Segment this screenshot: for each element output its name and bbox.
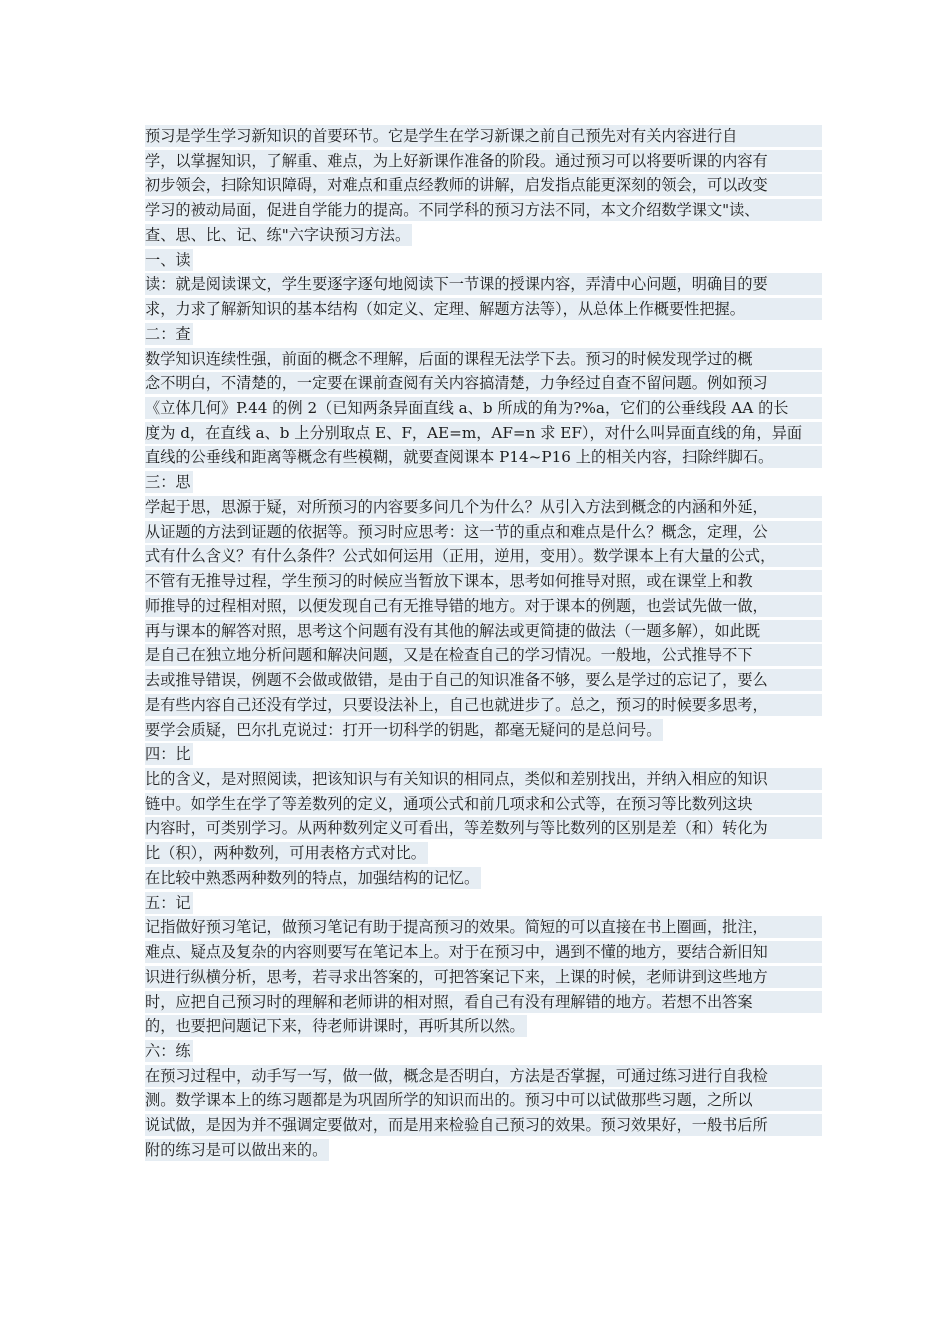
- text-line-content: 识进行纵横分析，思考，若寻求出答案的，可把答案记下来，上课的时候，老师讲到这些地方: [145, 966, 822, 988]
- text-line-content: 在比较中熟悉两种数列的特点，加强结构的记忆。: [145, 868, 480, 887]
- text-line: [145, 323, 193, 345]
- text-line-content: 二：查: [145, 324, 191, 343]
- text-line-content: 说试做，是因为并不强调定要做对，而是用来检验自己预习的效果。预习效果好，一般书后所: [145, 1114, 822, 1136]
- text-line-content: 比的含义，是对照阅读，把该知识与有关知识的相同点，类似和差别找出，并纳入相应的知识: [145, 768, 822, 790]
- text-line-content: 是自己在独立地分析问题和解决问题，又是在检查自己的学习情况。一般地，公式推导不下: [145, 644, 822, 666]
- text-line: [145, 496, 822, 518]
- text-line-content: 师推导的过程相对照，以便发现自己有无推导错的地方。对于课本的例题，也尝试先做一做，: [145, 595, 822, 617]
- text-line: [145, 620, 822, 642]
- text-line: [145, 1089, 822, 1111]
- text-line: [145, 644, 822, 666]
- text-line-content: 在预习过程中，动手写一写，做一做，概念是否明白，方法是否掌握，可通过练习进行自我检: [145, 1065, 822, 1087]
- text-line-content: 一、读: [145, 250, 191, 269]
- text-line: [145, 793, 822, 815]
- text-line-content: 式有什么含义？有什么条件？公式如何运用（正用，逆用，变用）。数学课本上有大量的公式，: [145, 545, 822, 567]
- text-line: [145, 719, 663, 741]
- text-line-content: 数学知识连续性强，前面的概念不理解，后面的课程无法学下去。预习的时候发现学过的概: [145, 348, 822, 370]
- text-line-content: 是有些内容自己还没有学过，只要设法补上，自己也就进步了。总之，预习的时候要多思考，: [145, 694, 822, 716]
- text-line-content: 三：思: [145, 473, 191, 492]
- text-line-content: 时，应把自己预习时的理解和老师讲的相对照，看自己有没有理解错的地方。若想不出答案: [145, 991, 822, 1013]
- text-line-content: 记指做好预习笔记，做预习笔记有助于提高预习的效果。简短的可以直接在书上圈画，批注，: [145, 916, 822, 938]
- text-line-content: 学习的被动局面，促进自学能力的提高。不同学科的预习方法不同，本文介绍数学课文"读、: [145, 199, 822, 221]
- text-line: [145, 1015, 527, 1037]
- text-line: [145, 1065, 822, 1087]
- text-line-content: 求，力求了解新知识的基本结构（如定义、定理、解题方法等），从总体上作概要性把握。: [145, 298, 822, 320]
- text-line: [145, 545, 822, 567]
- text-line: [145, 768, 822, 790]
- text-line-content: 内容时，可类别学习。从两种数列定义可看出，等差数列与等比数列的区别是差（和）转化为: [145, 817, 822, 839]
- text-line: [145, 273, 822, 295]
- text-line: [145, 249, 193, 271]
- text-line: [145, 471, 193, 493]
- text-line: [145, 199, 822, 221]
- text-line-content: 链中。如学生在学了等差数列的定义，通项公式和前几项求和公式等，在预习等比数列这块: [145, 793, 822, 815]
- text-line: [145, 743, 193, 765]
- text-line-content: 难点、疑点及复杂的内容则要写在笔记本上。对于在预习中，遇到不懂的地方，要结合新旧知: [145, 941, 822, 963]
- text-line: [145, 867, 481, 889]
- text-line-content: 预习是学生学习新知识的首要环节。它是学生在学习新课之前自己预先对有关内容进行自: [145, 125, 822, 147]
- text-line: [145, 842, 428, 864]
- text-line-content: 去或推导错误，例题不会做或做错，是由于自己的知识准备不够，要么是学过的忘记了，要么: [145, 669, 822, 691]
- text-line: [145, 422, 822, 444]
- text-line: [145, 694, 822, 716]
- text-line: [145, 521, 822, 543]
- text-line: [145, 941, 822, 963]
- text-line: [145, 595, 822, 617]
- text-line-content: 比（积），两种数列，可用表格方式对比。: [145, 844, 426, 863]
- text-line-content: 再与课本的解答对照，思考这个问题有没有其他的解法或更简捷的做法（一题多解），如此既: [145, 620, 822, 642]
- text-line: [145, 1114, 822, 1136]
- text-line: [145, 150, 822, 172]
- text-line-content: 度为 d，在直线 a、b 上分别取点 E、F，AE=m，AF=n 求 EF），对什么叫异面直线的角，异面: [145, 422, 822, 444]
- text-line: [145, 224, 412, 246]
- text-line: [145, 372, 822, 394]
- text-line: [145, 397, 822, 419]
- text-line: [145, 174, 822, 196]
- text-line: [145, 1139, 329, 1161]
- text-line: [145, 966, 822, 988]
- text-line-content: 的，也要把问题记下来，待老师讲课时，再听其所以然。: [145, 1017, 525, 1036]
- text-line: [145, 1040, 193, 1062]
- text-line-content: 学起于思，思源于疑，对所预习的内容要多问几个为什么？从引入方法到概念的内涵和外延，: [145, 496, 822, 518]
- text-line-content: 初步领会，扫除知识障碍，对难点和重点经教师的讲解，启发指点能更深刻的领会，可以改变: [145, 174, 822, 196]
- text-line-content: 六：练: [145, 1042, 191, 1060]
- text-line: [145, 446, 822, 468]
- text-line-content: 五：记: [145, 893, 191, 912]
- text-line-content: 要学会质疑，巴尔扎克说过：打开一切科学的钥匙，都毫无疑问的是总问号。: [145, 720, 662, 739]
- text-line: [145, 298, 822, 320]
- text-line: [145, 817, 822, 839]
- text-line-content: 念不明白，不清楚的，一定要在课前查阅有关内容搞清楚，力争经过自查不留问题。例如预习: [145, 372, 822, 394]
- text-line: [145, 916, 822, 938]
- text-line-content: 读：就是阅读课文，学生要逐字逐句地阅读下一节课的授课内容，弄清中心问题，明确目的要: [145, 273, 822, 295]
- text-line: [145, 125, 822, 147]
- text-line-content: 直线的公垂线和距离等概念有些模糊，就要查阅课本 P14~P16 上的相关内容，扫除绊脚石。: [145, 446, 822, 468]
- text-line-content: 查、思、比、记、练"六字诀预习方法。: [145, 225, 411, 244]
- text-line-content: 学，以掌握知识，了解重、难点，为上好新课作准备的阶段。通过预习可以将要听课的内容有: [145, 150, 822, 172]
- text-line-content: 四：比: [145, 745, 191, 764]
- text-line-content: 从证题的方法到证题的依据等。预习时应思考：这一节的重点和难点是什么？概念，定理，公: [145, 521, 822, 543]
- text-line: [145, 892, 193, 914]
- text-line-content: 测。数学课本上的练习题都是为巩固所学的知识而出的。预习中可以试做那些习题，之所以: [145, 1089, 822, 1111]
- text-line-content: 不管有无推导过程，学生预习的时候应当暂放下课本，思考如何推导对照，或在课堂上和教: [145, 570, 822, 592]
- text-line: [145, 669, 822, 691]
- text-line-content: 《立体几何》P.44 的例 2（已知两条异面直线 a、b 所成的角为?%a，它们的公垂线段 AA 的长: [145, 397, 822, 419]
- text-line: [145, 570, 822, 592]
- text-line-content: 附的练习是可以做出来的。: [145, 1140, 328, 1159]
- text-line: [145, 991, 822, 1013]
- text-line: [145, 348, 822, 370]
